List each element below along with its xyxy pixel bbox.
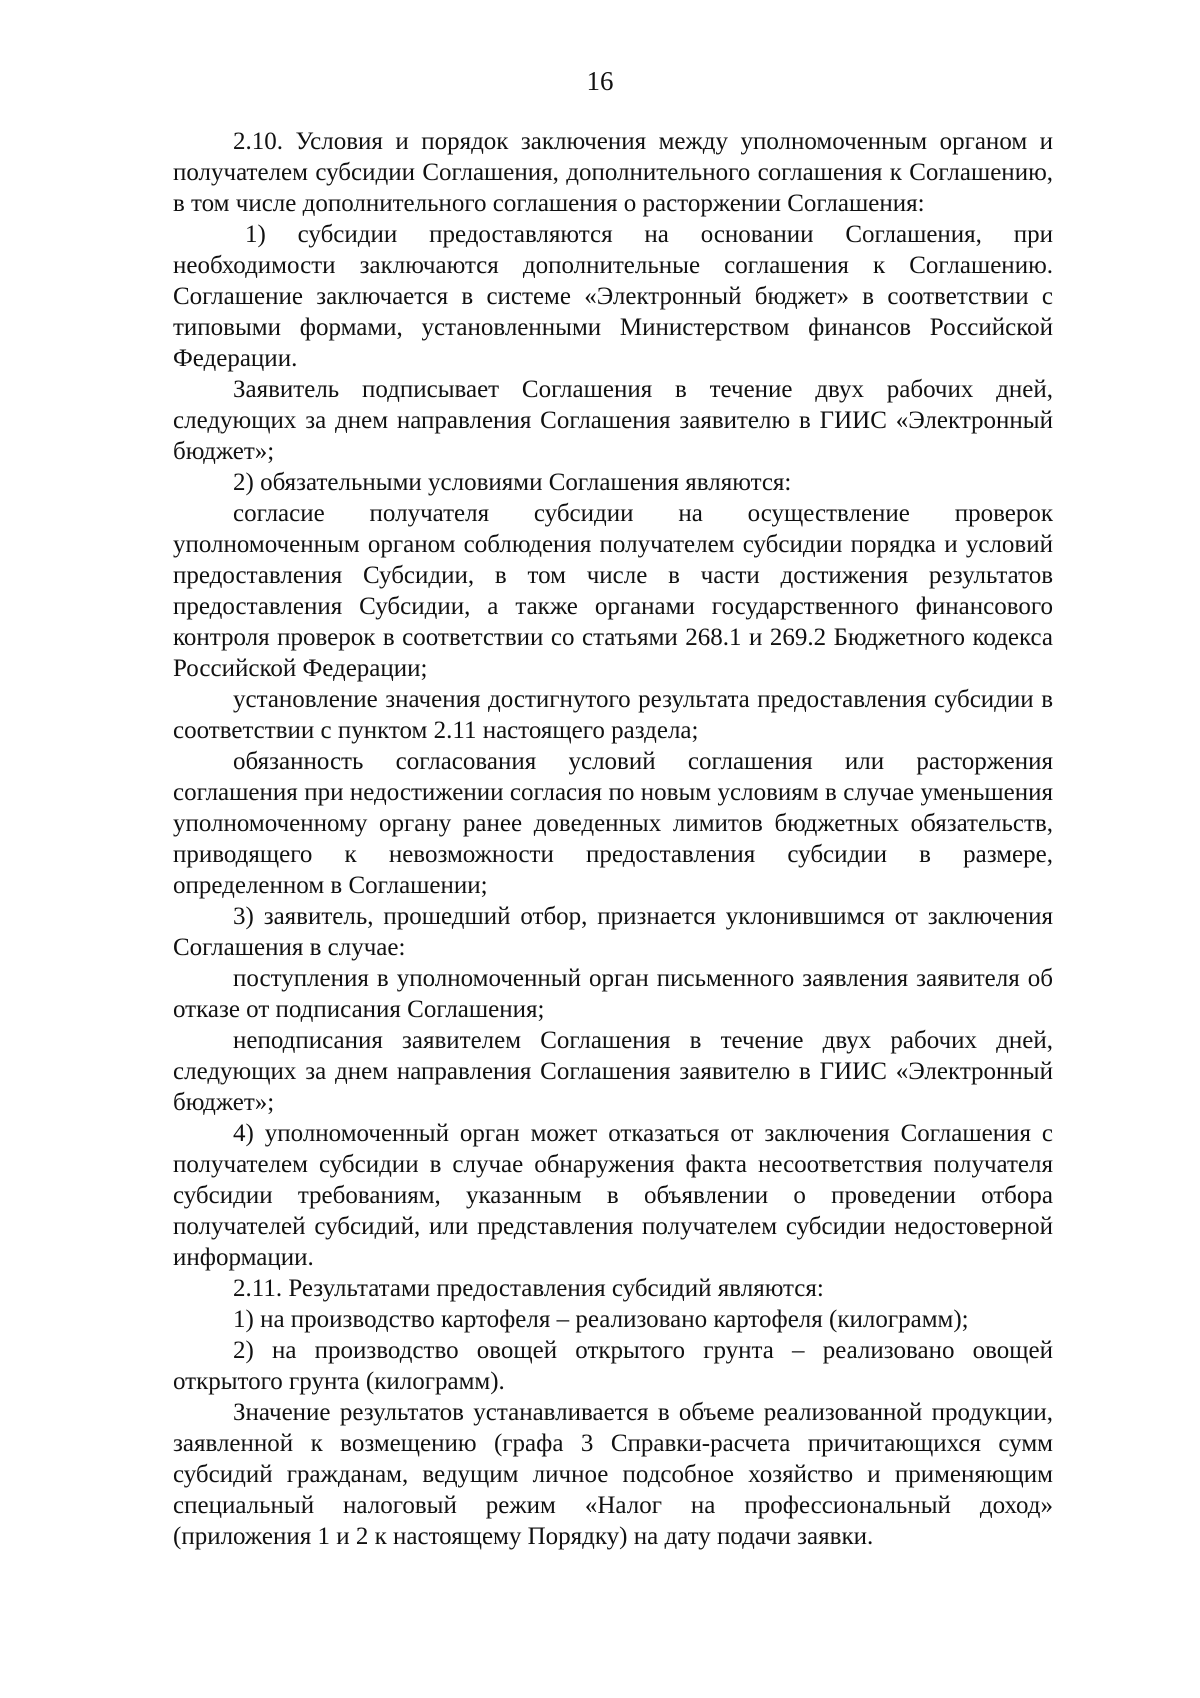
page-number: 16 xyxy=(586,66,614,96)
paragraph-result-amount: Значение результатов устанавливается в объеме реализованной продукции, заявленной к возмещению (графа 3 Справки-расчета причитающихся сумм субсидий гражданам, ведущим личное подсобное хозяйство и применяющим специальный налоговый режим «Налог на профессиональный доход» (приложения 1 и 2 к настоящему Порядку) на дату подачи заявки. xyxy=(173,1399,1053,1550)
paragraph-2-11: 2.11. Результатами предоставления субсидий являются: xyxy=(233,1275,824,1302)
paragraph-result-potato: 1) на производство картофеля – реализовано картофеля (килограмм); xyxy=(233,1306,969,1333)
paragraph-item-2: 2) обязательными условиями Соглашения являются: xyxy=(233,469,792,496)
paragraph-signing-term: Заявитель подписывает Соглашения в течение двух рабочих дней, следующих за днем направления Соглашения заявителю в ГИИС «Электронный бюджет»; xyxy=(173,376,1053,465)
paragraph-item-4: 4) уполномоченный орган может отказаться от заключения Соглашения с получателем субсидии в случае обнаружения факта несоответствия получателя субсидии требованиям, указанным в объявлении о проведении отбора получателей субсидий, или представления получателем субсидии недостоверной информации. xyxy=(173,1120,1053,1271)
paragraph-item-1: 1) субсидии предоставляются на основании Соглашения, при необходимости заключаются дополнительные соглашения к Соглашению. Соглашение заключается в системе «Электронный бюджет» в соответствии с типовыми формами, установленными Министерством финансов Российской Федерации. xyxy=(173,221,1053,372)
paragraph-refusal-statement: поступления в уполномоченный орган письменного заявления заявителя об отказе от подписания Соглашения; xyxy=(173,965,1053,1023)
paragraph-approval-duty: обязанность согласования условий соглашения или расторжения соглашения при недостижении согласия по новым условиям в случае уменьшения уполномоченному органу ранее доведенных лимитов бюджетных обязательств, приводящего к невозможности предоставления субсидии в размере, определенном в Соглашении; xyxy=(173,748,1053,899)
document-body xyxy=(173,126,1053,1552)
paragraph-item-3: 3) заявитель, прошедший отбор, признается уклонившимся от заключения Соглашения в случае: xyxy=(173,903,1053,961)
paragraph-consent-checks: согласие получателя субсидии на осуществление проверок уполномоченным органом соблюдения получателем субсидии порядка и условий предоставления Субсидии, в том числе в части достижения результатов предоставления Субсидии, а также органами государственного финансового контроля проверок в соответствии со статьями 268.1 и 269.2 Бюджетного кодекса Российской Федерации; xyxy=(173,500,1053,682)
paragraph-result-value: установление значения достигнутого результата предоставления субсидии в соответствии с пунктом 2.11 настоящего раздела; xyxy=(173,686,1053,744)
paragraph-result-vegetables: 2) на производство овощей открытого грунта – реализовано овощей открытого грунта (килограмм). xyxy=(173,1337,1053,1395)
paragraph-2-10: 2.10. Условия и порядок заключения между уполномоченным органом и получателем субсидии Соглашения, дополнительного соглашения к Соглашению, в том числе дополнительного соглашения о расторжении Соглашения: xyxy=(173,128,1053,217)
paragraph-non-signing: неподписания заявителем Соглашения в течение двух рабочих дней, следующих за днем направления Соглашения заявителю в ГИИС «Электронный бюджет»; xyxy=(173,1027,1053,1116)
